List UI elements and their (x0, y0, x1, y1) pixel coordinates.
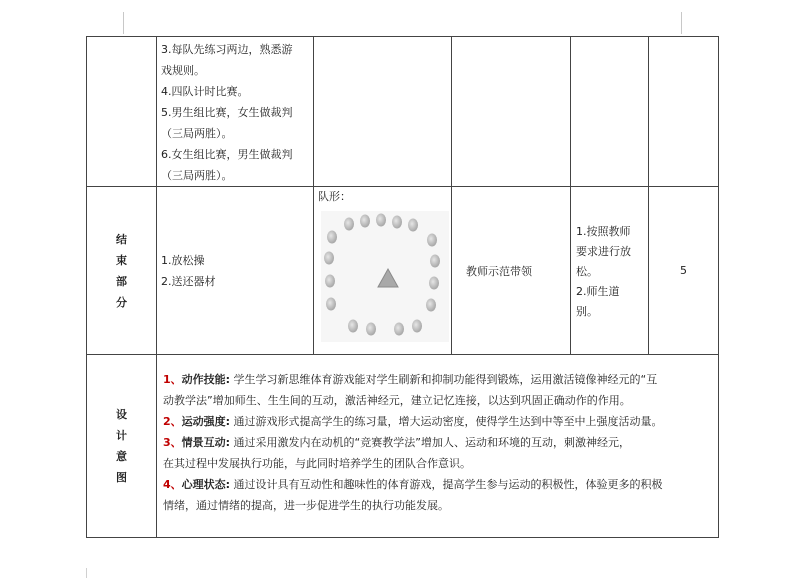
section-cell-empty (87, 37, 157, 187)
student-dot-icon (348, 320, 358, 333)
content-line: 1.放松操 (161, 253, 205, 267)
student-dot-icon (327, 231, 337, 244)
student-dot-icon (430, 255, 440, 268)
para-line: 通过游戏形式提高学生的练习量，增大运动密度，使得学生达到中等至中上强度活动量。 (230, 415, 663, 428)
formation-circle-svg (321, 211, 449, 342)
para-num: 2、 (163, 415, 182, 428)
para-heading: 运动强度: (181, 415, 231, 428)
student-dot-icon (392, 216, 402, 229)
para-num: 3、 (163, 436, 182, 449)
time-value: 5 (680, 264, 687, 277)
label-char: 部 (116, 274, 127, 288)
page-margin-left (123, 12, 124, 34)
content-line: 2.送还器材 (161, 274, 216, 288)
para-line: 情绪，通过情绪的提高，进一步促进学生的执行功能发展。 (163, 499, 449, 512)
para-heading: 动作技能: (181, 373, 231, 386)
time-cell (649, 187, 719, 355)
label-char: 分 (116, 295, 127, 309)
student-dot-icon (429, 277, 439, 290)
content-lines (157, 37, 313, 186)
content-line: 5.男生组比赛，女生做裁判 (161, 106, 293, 119)
student-dot-icon (412, 320, 422, 333)
design-paragraph-2 (163, 411, 712, 432)
para-num: 4、 (163, 478, 182, 491)
label-char: 意 (116, 450, 127, 463)
para-line: 动教学法”增加师生、生生间的互动，激活神经元，建立记忆连接，以达到巩固正确动作的作用。 (163, 394, 631, 407)
para-line: 通过采用激发内在动机的“竞赛教学法”增加人、运动和环境的互动，刺激神经元， (230, 436, 630, 449)
student-activity-cell (571, 187, 649, 355)
label-char: 结 (116, 232, 127, 246)
para-line: 学生学习新思维体育游戏能对学生刷新和抑制功能得到锻炼，运用激活镜像神经元的“互 (230, 373, 658, 386)
page-bottom-mark (86, 568, 87, 578)
formation-diagram (321, 211, 449, 342)
page-margin-right (681, 12, 682, 34)
content-line: 6.女生组比赛，男生做裁判 (161, 148, 293, 161)
para-line: 在其过程中发展执行功能，与此同时培养学生的团队合作意识。 (163, 457, 471, 470)
table-row-game (87, 37, 719, 187)
teacher-cell-empty (452, 37, 571, 187)
student-line: 松。 (576, 264, 598, 278)
section-label-design (87, 355, 157, 538)
content-line: （三局两胜）。 (161, 169, 233, 182)
design-paragraph-4 (163, 474, 712, 495)
student-line: 别。 (576, 304, 598, 318)
formation-cell-empty (314, 37, 452, 187)
label-char: 图 (116, 471, 127, 484)
content-line: 4.四队计时比赛。 (161, 85, 249, 98)
student-dot-icon (344, 218, 354, 231)
para-heading: 心理状态: (181, 478, 231, 491)
design-intent-text (157, 355, 718, 516)
label-char: 束 (116, 253, 127, 267)
design-paragraph-1 (163, 369, 712, 390)
student-dot-icon (427, 234, 437, 247)
teacher-activity-cell (452, 187, 571, 355)
teacher-triangle-icon (378, 269, 398, 287)
label-char: 设 (116, 408, 127, 421)
table-row-design (87, 355, 719, 538)
student-dot-icon (376, 214, 386, 227)
content-cell (157, 37, 314, 187)
teacher-activity: 教师示范带领 (466, 265, 532, 278)
student-line: 1.按照教师 (576, 224, 631, 238)
student-cell-empty (571, 37, 649, 187)
section-label-ending (87, 187, 157, 355)
para-num: 1、 (163, 373, 182, 386)
student-dot-icon (394, 323, 404, 336)
student-line: 2.师生道 (576, 284, 620, 298)
para-line: 通过设计具有互动性和趣味性的体育游戏，提高学生参与运动的积极性，体验更多的积极 (230, 478, 663, 491)
student-line: 要求进行放 (576, 244, 631, 258)
para-heading: 情景互动: (181, 436, 231, 449)
content-line: 戏规则。 (161, 64, 205, 77)
student-dot-icon (360, 215, 370, 228)
student-dot-icon (426, 299, 436, 312)
student-dot-icon (326, 298, 336, 311)
student-dot-icon (325, 275, 335, 288)
student-dot-icon (408, 219, 418, 232)
student-dot-icon (324, 252, 334, 265)
formation-label: 队形： (318, 190, 351, 203)
content-line: 3.每队先练习两边，熟悉游 (161, 43, 293, 56)
content-line: （三局两胜）。 (161, 127, 233, 140)
student-dot-icon (366, 323, 376, 336)
label-char: 计 (116, 429, 127, 442)
design-paragraph-3 (163, 432, 712, 453)
design-intent-cell (157, 355, 719, 538)
content-cell (157, 187, 314, 355)
time-cell-empty (649, 37, 719, 187)
